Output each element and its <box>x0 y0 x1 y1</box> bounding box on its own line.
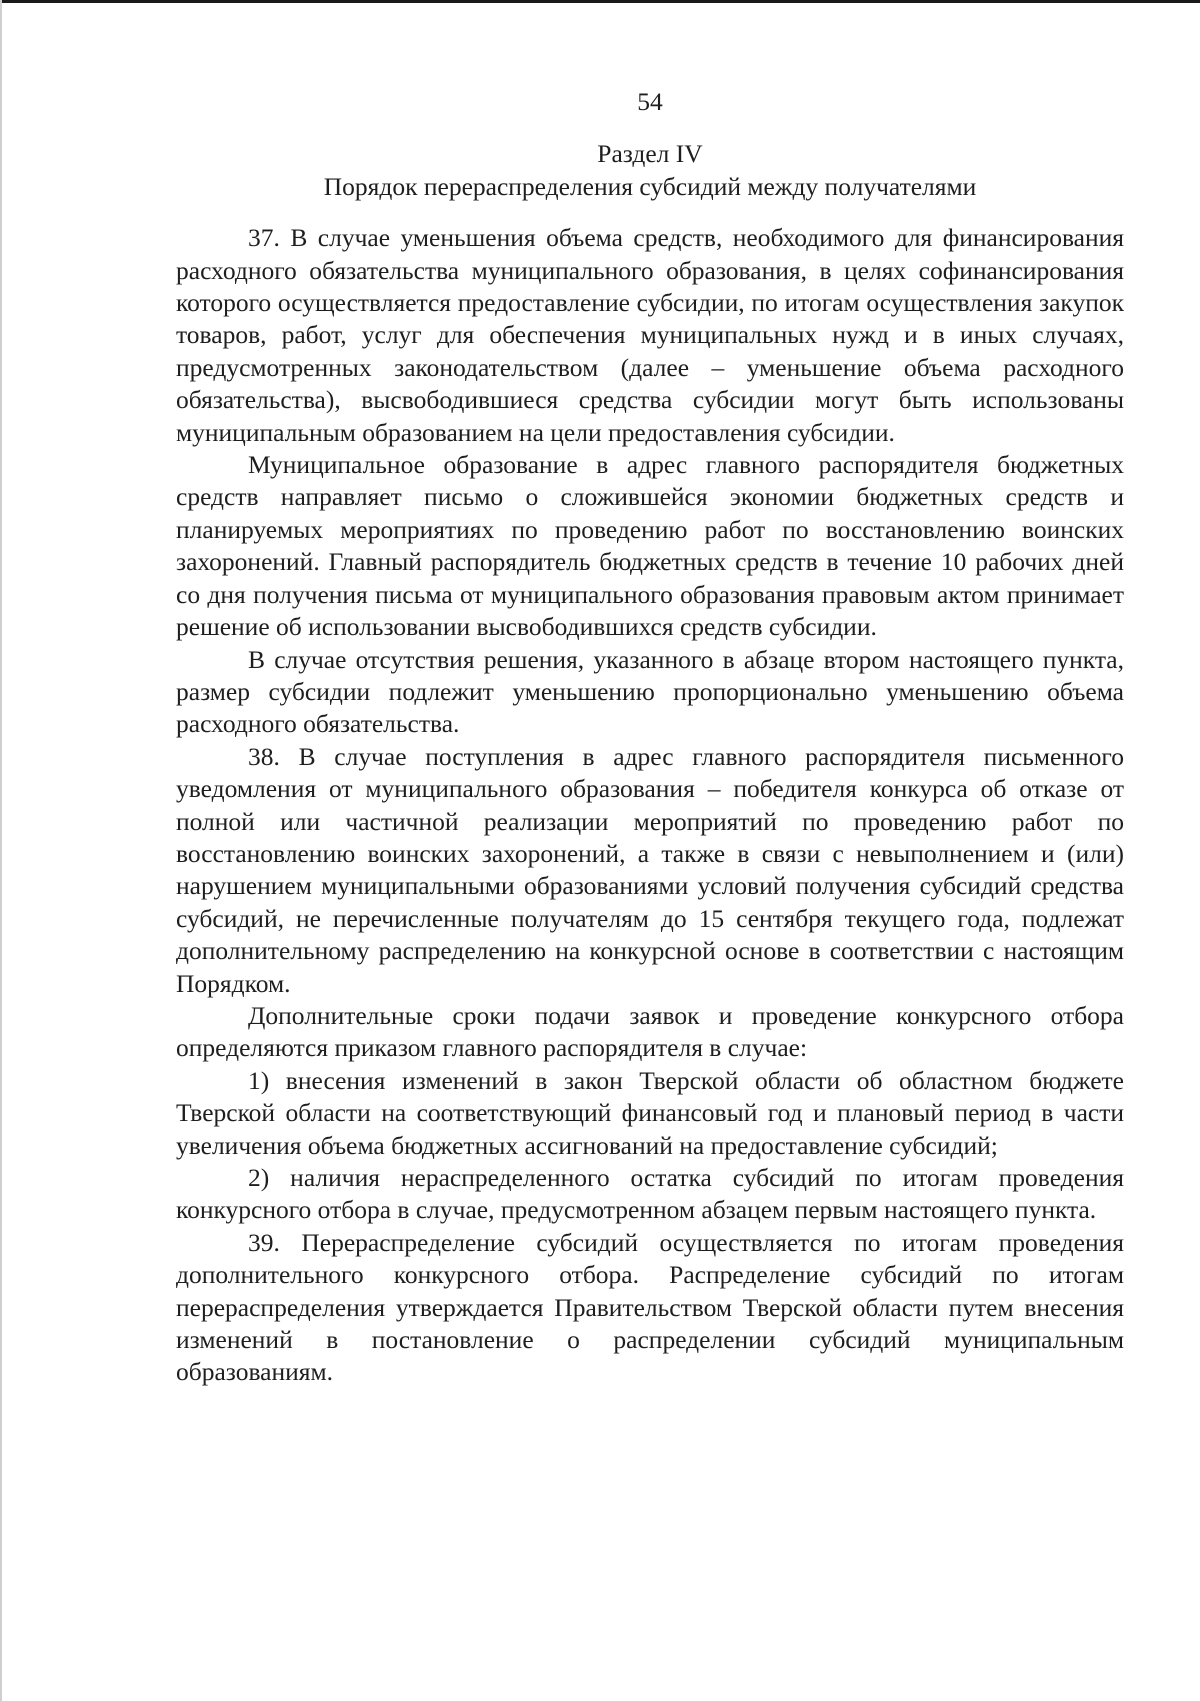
page-number: 54 <box>637 87 663 116</box>
paragraph-37-letter: Муниципальное образование в адрес главного распорядителя бюджетных средств направляет письмо о сложившейся экономии бюджетных средств и планируемых мероприятиях по проведению работ по восстановлению воинских захоронений. Главный распорядитель бюджетных средств в течение 10 рабочих дней со дня получения письма от муниципального образования правовым актом принимает решение об использовании высвободившихся средств субсидии. <box>176 450 1124 642</box>
paragraph-38-additional-terms: Дополнительные сроки подачи заявок и проведение конкурсного отбора определяются приказом главного распорядителя в случае: <box>176 1000 1124 1063</box>
paragraph-39: 39. Перераспределение субсидий осуществляется по итогам проведения дополнительного конкурсного отбора. Распределение субсидий по итогам перераспределения утверждается Правительством Тверской области путем внесения изменений в постановление о распределении субсидий муниципальным образованиям. <box>176 1227 1124 1387</box>
paragraph-37-no-decision: В случае отсутствия решения, указанного в абзаце втором настоящего пункта, размер субсидии подлежит уменьшению пропорционально уменьшению объема расходного обязательства. <box>176 644 1124 739</box>
section-title: Порядок перераспределения субсидий между получателями <box>323 171 977 201</box>
list-item-2: 2) наличия нераспределенного остатка субсидий по итогам проведения конкурсного отбора в случае, предусмотренном абзацем первым настоящего пункта. <box>176 1163 1124 1225</box>
section-label: Раздел IV <box>597 139 703 169</box>
scan-left-edge <box>0 0 2 1701</box>
list-item-1: 1) внесения изменений в закон Тверской области об областном бюджете Тверской области на соответствующий финансовый год и плановый период в части увеличения объема бюджетных ассигнований на предоставление субсидий; <box>176 1065 1124 1160</box>
paragraph-38: 38. В случае поступления в адрес главного распорядителя письменного уведомления от муниципального образования – победителя конкурса об отказе от полной или частичной реализации мероприятий по проведению работ по восстановлению воинских захоронений, а также в связи с невыполнением и (или) нарушением муниципальными образованиями условий получения субсидий средства субсидий, не перечисленные получателям до 15 сентября текущего года, подлежат дополнительному распределению на конкурсной основе в соответствии с настоящим Порядком. <box>176 741 1124 998</box>
document-body <box>176 86 1124 1389</box>
paragraph-37: 37. В случае уменьшения объема средств, необходимого для финансирования расходного обязательства муниципального образования, в целях софинансирования которого осуществляется предоставление субсидии, по итогам осуществления закупок товаров, работ, услуг для обеспечения муниципальных нужд и в иных случаях, предусмотренных законодательством (далее – уменьшение объема расходного обязательства), высвободившиеся средства субсидии могут быть использованы муниципальным образованием на цели предоставления субсидии. <box>176 223 1124 447</box>
scan-top-edge <box>0 0 1200 3</box>
